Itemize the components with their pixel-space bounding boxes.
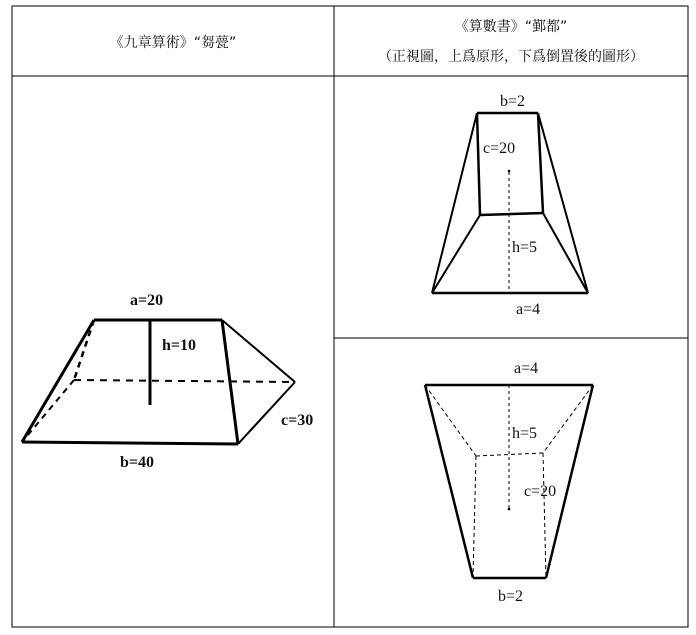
right-bottom-label-b: b=2: [498, 588, 524, 605]
right-bottom-label-c: c=20: [524, 483, 557, 500]
right-top-label-b: b=2: [500, 93, 526, 110]
left-label-a: a=20: [130, 292, 164, 309]
left-label-h: h=10: [162, 337, 197, 354]
right-top-label-h: h=5: [512, 239, 538, 256]
table-grid: [12, 6, 688, 627]
right-header-subtitle: （正視圖，上爲原形，下爲倒置後的圖形）: [378, 49, 644, 65]
right-bottom-label-h: h=5: [512, 425, 538, 442]
right-bottom-label-a: a=4: [514, 360, 539, 377]
right-top-label-a: a=4: [516, 301, 541, 318]
right-top-label-c: c=20: [483, 140, 516, 157]
left-header-title: 《九章算術》“芻甍”: [109, 35, 237, 51]
right-bottom-solid-figure: [425, 385, 593, 578]
left-label-c: c=30: [281, 412, 314, 429]
left-label-b: b=40: [120, 454, 155, 471]
left-solid-figure: [22, 320, 295, 444]
right-header-title: 《算數書》“鄞都”: [454, 19, 568, 35]
